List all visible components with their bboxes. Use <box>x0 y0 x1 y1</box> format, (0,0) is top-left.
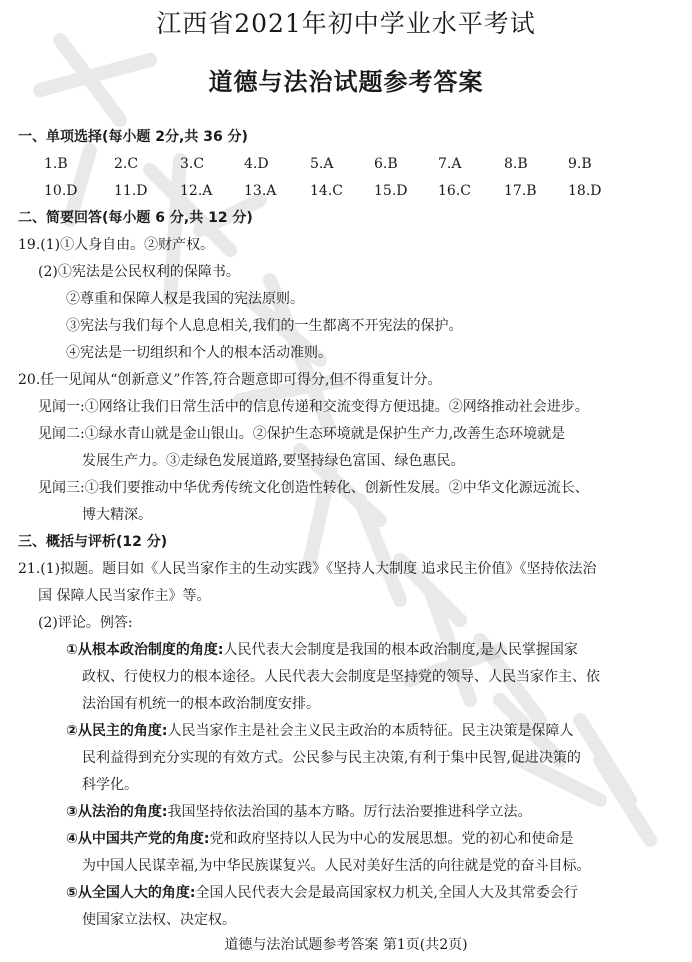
answer-line: ③宪法与我们每个人息息相关,我们的一生都离不开宪法的保护。 <box>66 318 463 334</box>
page-footer: 道德与法治试题参考答案 第1页(共2页) <box>224 937 468 953</box>
answer-line <box>18 799 680 826</box>
choice-row <box>18 151 680 178</box>
point-heading: ⑤从全国人大的角度: <box>66 885 196 901</box>
answer-line: ②尊重和保障人权是我国的宪法原则。 <box>66 291 304 307</box>
point-text: 党和政府坚持以人民为中心的发展思想。党的初心和使命是 <box>209 831 574 847</box>
choice-answer: 13.A <box>244 183 277 199</box>
answer-line <box>18 637 680 664</box>
answer-line: 国 保障人民当家作主》等。 <box>38 588 211 604</box>
answer-line: 见闻一:①网络让我们日常生活中的信息传递和交流变得方便迅捷。②网络推动社会进步。 <box>38 399 589 415</box>
choice-answer: 18.D <box>568 183 602 199</box>
answer-line: 民利益得到充分实现的有效方式。公民参与民主决策,有利于集中民智,促进决策的 <box>82 750 581 766</box>
choice-answer: 2.C <box>114 156 139 172</box>
answer-line: 21.(1)拟题。题目如《人民当家作主的生动实践》《坚持人大制度 追求民主价值》《坚持依法治 <box>18 561 597 577</box>
answer-line: 法治国有机统一的根本政治制度安排。 <box>82 696 320 712</box>
exam-title: 江西省2021年初中学业水平考试 <box>156 9 536 38</box>
choice-answer: 11.D <box>114 183 148 199</box>
choice-answer: 14.C <box>310 183 343 199</box>
answer-line: 博大精深。 <box>82 507 152 523</box>
point-heading: ①从根本政治制度的角度: <box>66 642 224 658</box>
answer-line: 见闻三:①我们要推动中华优秀传统文化创造性转化、创新性发展。②中华文化源远流长、 <box>38 480 589 496</box>
answer-content <box>18 124 680 934</box>
answer-line: 20.任一见闻从“创新意义”作答,符合题意即可得分,但不得重复计分。 <box>18 372 442 388</box>
point-text: 我国坚持依法治国的基本方略。厉行法治要推进科学立法。 <box>167 804 532 820</box>
point-text: 人民当家作主是社会主义民主政治的本质特征。民主决策是保障人 <box>167 723 574 739</box>
choice-answer: 10.D <box>44 183 78 199</box>
choice-answer: 3.C <box>180 156 205 172</box>
choice-answer: 15.D <box>374 183 408 199</box>
choice-answer: 4.D <box>244 156 269 172</box>
point-text: 人民代表大会制度是我国的根本政治制度,是人民掌握国家 <box>223 642 578 658</box>
answer-line: ④宪法是一切组织和个人的根本活动准则。 <box>66 345 332 361</box>
choice-answer: 6.B <box>374 156 398 172</box>
answer-line: 为中国人民谋幸福,为中华民族谋复兴。人民对美好生活的向往就是党的奋斗目标。 <box>82 858 591 874</box>
choice-answer: 16.C <box>438 183 471 199</box>
choice-answer: 17.B <box>504 183 537 199</box>
point-text: 全国人民代表大会是最高国家权力机关,全国人大及其常委会行 <box>195 885 578 901</box>
answer-line: (2)评论。例答: <box>38 615 133 631</box>
answer-line: 科学化。 <box>82 777 138 793</box>
choice-answer: 7.A <box>438 156 462 172</box>
point-heading: ②从民主的角度: <box>66 723 168 739</box>
choice-answer: 8.B <box>504 156 528 172</box>
section-heading: 二、简要回答(每小题 6 分,共 12 分) <box>18 210 253 226</box>
answer-line: 使国家立法权、决定权。 <box>82 912 236 928</box>
section-heading: 三、概括与评析(12 分) <box>18 534 168 550</box>
answer-line: 见闻二:①绿水青山就是金山银山。②保护生态环境就是保护生产力,改善生态环境就是 <box>38 426 566 442</box>
choice-row <box>18 178 680 205</box>
answer-line: 19.(1)①人身自由。②财产权。 <box>18 237 215 253</box>
choice-answer: 12.A <box>180 183 213 199</box>
document-title: 道德与法治试题参考答案 <box>208 68 484 96</box>
answer-line <box>18 826 680 853</box>
answer-line <box>18 718 680 745</box>
answer-line: 发展生产力。③走绿色发展道路,要坚持绿色富国、绿色惠民。 <box>82 453 465 469</box>
point-heading: ④从中国共产党的角度: <box>66 831 210 847</box>
section-heading: 一、单项选择(每小题 2分,共 36 分) <box>18 129 248 145</box>
answer-line: (2)①宪法是公民权利的保障书。 <box>38 264 240 280</box>
point-heading: ③从法治的角度: <box>66 804 168 820</box>
choice-answer: 1.B <box>44 156 68 172</box>
choice-answer: 9.B <box>568 156 592 172</box>
choice-answer: 5.A <box>310 156 334 172</box>
answer-line <box>18 880 680 907</box>
answer-line: 政权、行使权力的根本途径。人民代表大会制度是坚持党的领导、人民当家作主、依 <box>82 669 600 685</box>
